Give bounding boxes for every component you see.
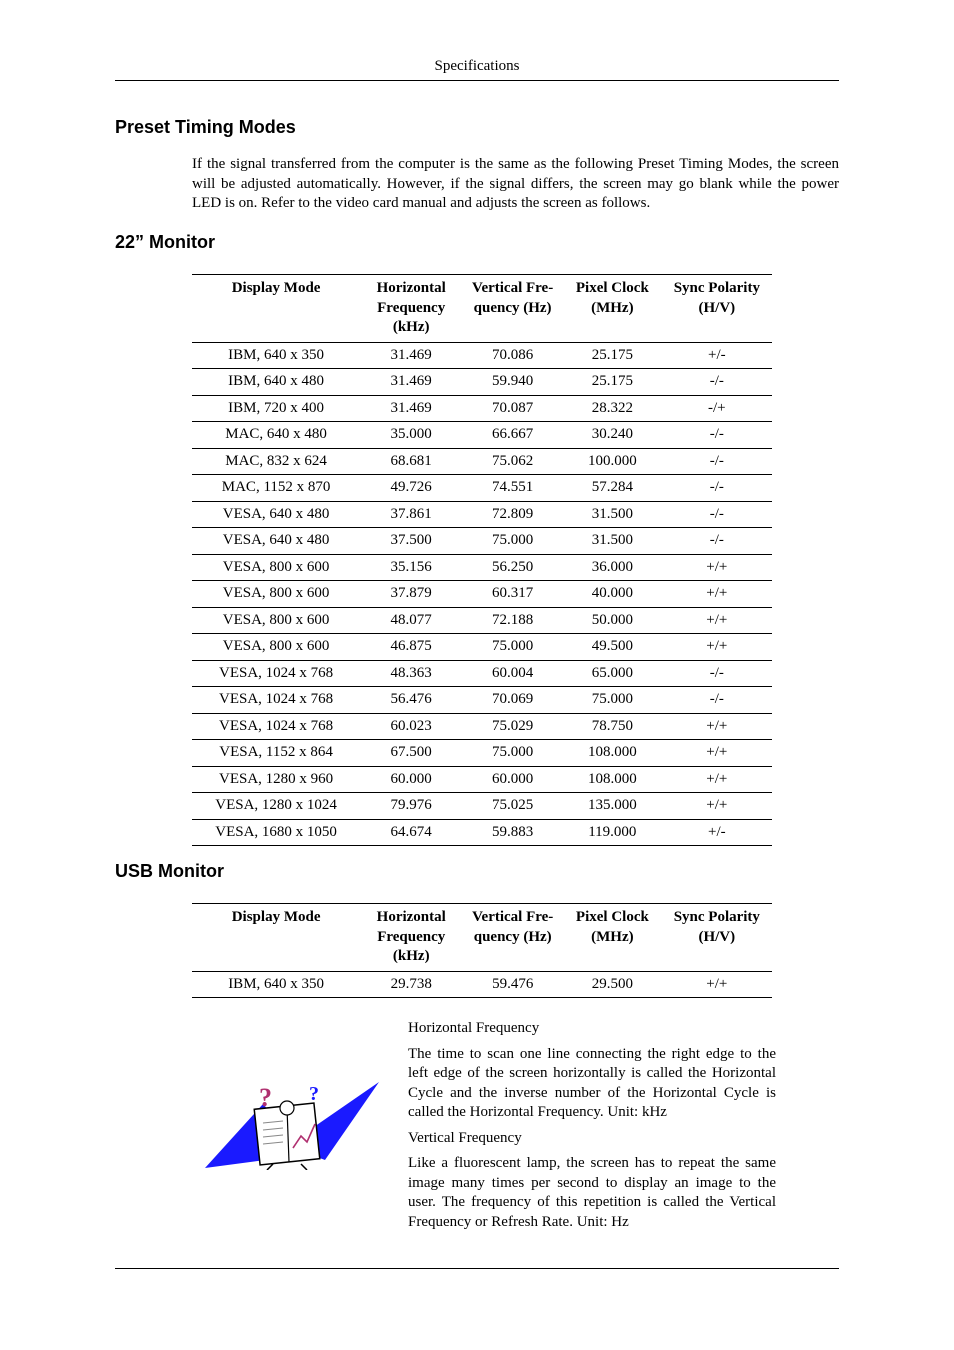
cell-display-mode: VESA, 1152 x 864 (192, 740, 360, 767)
table-row (192, 342, 772, 369)
cell-vertical-frequency: 59.883 (491, 823, 534, 840)
column-header-vertical-frequency (462, 904, 563, 972)
cell-vertical-frequency: 72.188 (462, 607, 563, 634)
cell-display-mode: VESA, 800 x 600 (192, 554, 360, 581)
cell-sync-polarity: +/+ (662, 607, 772, 634)
column-header-pixel-clock (563, 275, 662, 343)
table-row (192, 395, 772, 422)
cell-display-mode: VESA, 1024 x 768 (192, 660, 360, 687)
cell-horizontal-frequency: 31.469 (360, 395, 462, 422)
table-header-row (192, 275, 772, 343)
cell-pixel-clock: 30.240 (563, 422, 662, 449)
cell-horizontal-frequency: 29.738 (390, 975, 432, 992)
column-header-line: (MHz) (591, 299, 634, 316)
cell-horizontal-frequency: 79.976 (360, 793, 462, 820)
table-header-row (192, 904, 772, 972)
cell-vertical-frequency: 56.250 (462, 554, 563, 581)
table-row (192, 660, 772, 687)
table-row (192, 607, 772, 634)
table-row (192, 581, 772, 608)
cell-horizontal-frequency: 37.861 (360, 501, 462, 528)
cell-horizontal-frequency: 31.469 (360, 369, 462, 396)
note-book-question-icon (203, 1078, 381, 1170)
cell-sync-polarity: -/- (662, 501, 772, 528)
cell-horizontal-frequency: 68.681 (360, 448, 462, 475)
cell-pixel-clock: 50.000 (563, 607, 662, 634)
cell-display-mode: VESA, 800 x 600 (192, 607, 360, 634)
cell-display-mode: IBM, 640 x 350 (228, 975, 325, 992)
cell-pixel-clock: 57.284 (563, 475, 662, 502)
table-row (192, 687, 772, 714)
cell-vertical-frequency: 60.004 (462, 660, 563, 687)
column-header-line: Pixel Clock (575, 280, 649, 296)
cell-vertical-frequency: 75.062 (462, 448, 563, 475)
cell-vertical-frequency: 75.000 (462, 634, 563, 661)
cell-sync-polarity: +/+ (662, 554, 772, 581)
cell-vertical-frequency: 59.940 (462, 369, 563, 396)
column-header-line: Frequency (377, 928, 446, 945)
cell-pixel-clock: 75.000 (563, 687, 662, 714)
column-header-line: Pixel Clock (575, 909, 649, 925)
cell-vertical-frequency: 75.029 (462, 713, 563, 740)
note-definition: The time to scan one line connecting the right edge to the left edge of the screen horizontally is called the Horizontal Cycle and the inverse number of the Horizontal Cycle is called the Horizontal Frequency. Unit: kHz (408, 1045, 776, 1120)
cell-display-mode: VESA, 1024 x 768 (192, 713, 360, 740)
cell-horizontal-frequency: 60.000 (360, 766, 462, 793)
table-row (192, 634, 772, 661)
table-row (192, 554, 772, 581)
cell-horizontal-frequency: 56.476 (360, 687, 462, 714)
cell-horizontal-frequency: 31.469 (360, 342, 462, 369)
timing-table-22 (192, 274, 772, 846)
cell-pixel-clock: 78.750 (563, 713, 662, 740)
cell-sync-polarity: +/+ (662, 793, 772, 820)
cell-vertical-frequency: 60.000 (462, 766, 563, 793)
cell-sync-polarity: +/+ (662, 740, 772, 767)
cell-sync-polarity: +/+ (662, 634, 772, 661)
cell-horizontal-frequency: 67.500 (360, 740, 462, 767)
column-header-line: Display Mode (231, 909, 321, 925)
cell-horizontal-frequency: 35.000 (360, 422, 462, 449)
cell-pixel-clock: 31.500 (563, 528, 662, 555)
cell-sync-polarity: -/+ (662, 395, 772, 422)
cell-horizontal-frequency: 49.726 (360, 475, 462, 502)
cell-display-mode: IBM, 720 x 400 (192, 395, 360, 422)
note-term: Horizontal Frequency (408, 1020, 540, 1036)
preset-intro-paragraph: If the signal transferred from the computer is the same as the following Preset Timing Modes, the screen will be adjusted automatically. However, if the signal differs, the screen may go blank while the power LED is on. Refer to the video card manual and adjusts the screen as follows. (192, 156, 839, 211)
column-header-vertical-frequency (462, 275, 563, 343)
column-header-line: (H/V) (698, 928, 736, 945)
cell-pixel-clock: 135.000 (563, 793, 662, 820)
column-header-sync-polarity (662, 904, 772, 972)
cell-sync-polarity: +/- (708, 823, 726, 840)
cell-pixel-clock: 28.322 (563, 395, 662, 422)
cell-vertical-frequency: 66.667 (462, 422, 563, 449)
cell-sync-polarity: +/+ (706, 975, 728, 992)
column-header-line: (MHz) (591, 928, 634, 945)
column-header-line: Sync Polarity (673, 909, 760, 925)
table-row (192, 528, 772, 555)
cell-vertical-frequency: 72.809 (462, 501, 563, 528)
cell-sync-polarity: +/+ (662, 581, 772, 608)
cell-sync-polarity: -/- (662, 528, 772, 555)
cell-display-mode: VESA, 1024 x 768 (192, 687, 360, 714)
cell-display-mode: VESA, 800 x 600 (192, 581, 360, 608)
cell-horizontal-frequency: 60.023 (360, 713, 462, 740)
cell-pixel-clock: 40.000 (563, 581, 662, 608)
cell-pixel-clock: 25.175 (563, 342, 662, 369)
cell-sync-polarity: +/- (662, 342, 772, 369)
column-header-line: Horizontal (376, 909, 446, 925)
cell-display-mode: VESA, 640 x 480 (192, 528, 360, 555)
monitor-22-heading: 22” Monitor (115, 232, 216, 252)
cell-display-mode: MAC, 1152 x 870 (192, 475, 360, 502)
cell-pixel-clock: 31.500 (563, 501, 662, 528)
cell-vertical-frequency: 70.087 (462, 395, 563, 422)
cell-sync-polarity: +/+ (662, 766, 772, 793)
table-row (192, 448, 772, 475)
cell-display-mode: MAC, 640 x 480 (192, 422, 360, 449)
timing-table-usb (192, 903, 772, 998)
table-row (192, 793, 772, 820)
svg-text:?: ? (309, 1083, 319, 1105)
header-rule (115, 80, 839, 81)
table-row (192, 766, 772, 793)
cell-display-mode: VESA, 1280 x 1024 (192, 793, 360, 820)
svg-text:?: ? (259, 1083, 272, 1112)
cell-pixel-clock: 65.000 (563, 660, 662, 687)
cell-display-mode: VESA, 1680 x 1050 (215, 823, 337, 840)
column-header-line: quency (Hz) (473, 928, 552, 945)
column-header-line: Display Mode (231, 280, 321, 296)
cell-sync-polarity: -/- (662, 448, 772, 475)
note-term: Vertical Frequency (408, 1129, 522, 1146)
footer-rule (115, 1268, 839, 1269)
table-row (192, 819, 772, 846)
cell-pixel-clock: 49.500 (563, 634, 662, 661)
cell-vertical-frequency: 75.000 (462, 528, 563, 555)
cell-display-mode: VESA, 640 x 480 (192, 501, 360, 528)
cell-display-mode: VESA, 1280 x 960 (192, 766, 360, 793)
page-header: Specifications (434, 58, 520, 74)
column-header-display-mode (192, 904, 360, 972)
table-row (192, 422, 772, 449)
cell-display-mode: IBM, 640 x 480 (192, 369, 360, 396)
table-row (192, 475, 772, 502)
column-header-horizontal-frequency (360, 275, 462, 343)
cell-sync-polarity: +/+ (662, 713, 772, 740)
cell-horizontal-frequency: 48.077 (360, 607, 462, 634)
cell-pixel-clock: 108.000 (563, 766, 662, 793)
cell-sync-polarity: -/- (662, 660, 772, 687)
column-header-sync-polarity (662, 275, 772, 343)
column-header-line: (kHz) (392, 319, 430, 335)
cell-display-mode: IBM, 640 x 350 (192, 342, 360, 369)
column-header-line: Vertical Fre- (472, 280, 554, 296)
cell-sync-polarity: -/- (662, 369, 772, 396)
column-header-horizontal-frequency (360, 904, 462, 972)
cell-vertical-frequency: 59.476 (492, 975, 534, 992)
cell-horizontal-frequency: 48.363 (360, 660, 462, 687)
usb-monitor-heading: USB Monitor (115, 861, 224, 881)
cell-vertical-frequency: 70.069 (462, 687, 563, 714)
cell-vertical-frequency: 75.025 (462, 793, 563, 820)
cell-pixel-clock: 108.000 (563, 740, 662, 767)
cell-horizontal-frequency: 37.879 (360, 581, 462, 608)
column-header-line: Horizontal (376, 280, 446, 296)
column-header-line: (H/V) (698, 299, 736, 316)
cell-vertical-frequency: 75.000 (462, 740, 563, 767)
cell-pixel-clock: 25.175 (563, 369, 662, 396)
note-definition: Like a fluorescent lamp, the screen has to repeat the same image many times per second to display an image to the user. The frequency of this repetition is called the Vertical Frequency or Refresh Rate. Unit: Hz (408, 1155, 776, 1230)
table-row (192, 713, 772, 740)
cell-pixel-clock: 119.000 (588, 823, 637, 840)
cell-horizontal-frequency: 35.156 (360, 554, 462, 581)
cell-pixel-clock: 100.000 (563, 448, 662, 475)
table-row (192, 369, 772, 396)
table-row (192, 971, 772, 998)
cell-sync-polarity: -/- (662, 475, 772, 502)
column-header-line: Frequency (377, 299, 446, 316)
column-header-line: quency (Hz) (473, 299, 552, 316)
cell-display-mode: VESA, 800 x 600 (192, 634, 360, 661)
cell-vertical-frequency: 70.086 (462, 342, 563, 369)
table-row (192, 740, 772, 767)
cell-pixel-clock: 36.000 (563, 554, 662, 581)
column-header-line: Sync Polarity (673, 280, 760, 296)
column-header-line: (kHz) (392, 948, 430, 964)
cell-vertical-frequency: 60.317 (462, 581, 563, 608)
cell-vertical-frequency: 74.551 (462, 475, 563, 502)
cell-sync-polarity: -/- (662, 687, 772, 714)
column-header-line: Vertical Fre- (472, 909, 554, 925)
cell-horizontal-frequency: 37.500 (360, 528, 462, 555)
notes-block (408, 1019, 776, 1238)
column-header-display-mode (192, 275, 360, 343)
cell-pixel-clock: 29.500 (591, 975, 633, 992)
cell-sync-polarity: -/- (662, 422, 772, 449)
cell-display-mode: MAC, 832 x 624 (192, 448, 360, 475)
table-row (192, 501, 772, 528)
cell-horizontal-frequency: 46.875 (360, 634, 462, 661)
preset-timing-heading: Preset Timing Modes (115, 117, 296, 137)
cell-horizontal-frequency: 64.674 (390, 823, 432, 840)
column-header-pixel-clock (563, 904, 662, 972)
